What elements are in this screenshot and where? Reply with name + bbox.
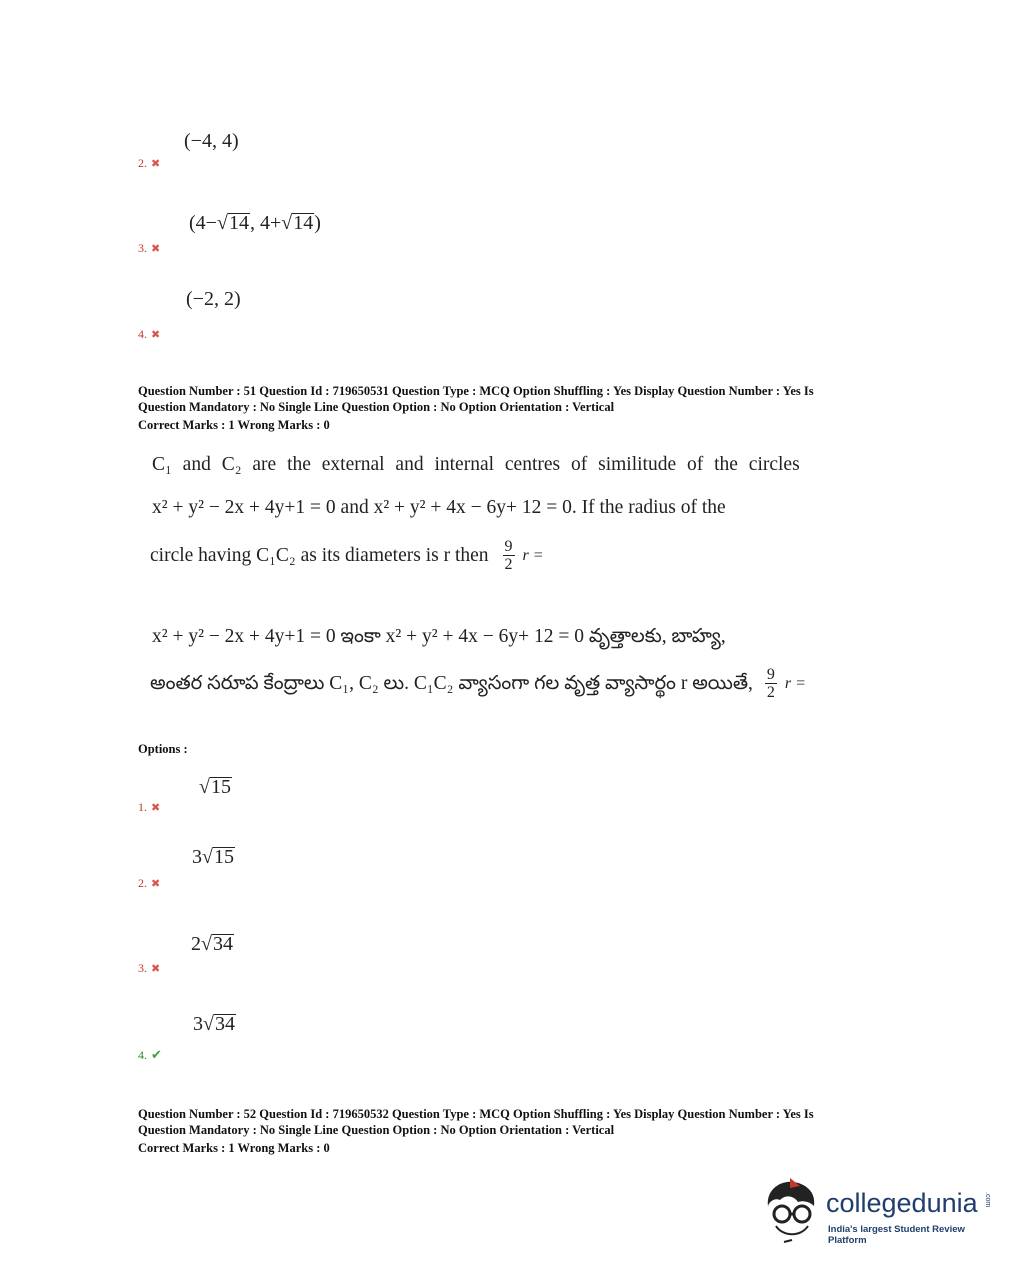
fraction: $\frac{9}{2}$ <box>504 538 513 573</box>
option-number: 1. <box>138 800 147 814</box>
cross-icon: ✖ <box>151 329 161 341</box>
q51-te-line2 <box>150 666 806 701</box>
q51-te-line1: x² + y² − 2x + 4y+1 = 0 ఇంకా x² + y² + 4x − 6y+ 12 = 0 వృత్తాలకు, బాహ్య, <box>152 626 726 647</box>
q52-meta-line2: Question Mandatory : No Single Line Question Option : No Option Orientation : Vertical <box>138 1123 615 1137</box>
q51-option-1 <box>138 798 160 816</box>
q52-meta <box>138 1106 918 1156</box>
option-number: 2. <box>138 876 147 890</box>
q51-te-line2-end: r = <box>784 674 806 692</box>
q51-option-4 <box>138 1046 162 1064</box>
option-number: 3. <box>138 961 147 975</box>
option-number: 4. <box>138 1048 147 1062</box>
q51-marks: Correct Marks : 1 Wrong Marks : 0 <box>138 418 330 432</box>
check-icon: ✔ <box>151 1047 162 1062</box>
collegedunia-logo <box>760 1176 1000 1256</box>
prev-option-4 <box>138 325 160 343</box>
q51-en-line3-end: r = <box>522 546 544 564</box>
q51-option-4-value: 3√34 <box>193 1013 235 1035</box>
cross-icon: ✖ <box>151 158 161 170</box>
prev-option-2-value: (−4, 4) <box>184 130 239 152</box>
fraction: $\frac{9}{2}$ <box>766 666 775 701</box>
q51-meta <box>138 383 918 433</box>
logo-name: collegedunia <box>826 1188 978 1218</box>
options-label: Options : <box>138 742 188 756</box>
q51-en-line1: C₁ and C₂ are the external and internal centres of similitude of the circles <box>152 454 800 475</box>
q51-option-1-value: √15 <box>199 776 231 798</box>
prev-option-2 <box>138 154 160 172</box>
q51-meta-line2: Question Mandatory : No Single Line Question Option : No Option Orientation : Vertical <box>138 400 615 414</box>
q51-en-line3 <box>150 538 544 573</box>
q51-en-line2: x² + y² − 2x + 4y+1 = 0 and x² + y² + 4x − 6y+ 12 = 0. If the radius of the <box>152 497 726 518</box>
q52-marks: Correct Marks : 1 Wrong Marks : 0 <box>138 1141 330 1155</box>
option-number: 2. <box>138 156 147 170</box>
cross-icon: ✖ <box>151 243 161 255</box>
q52-meta-line1: Question Number : 52 Question Id : 719650532 Question Type : MCQ Option Shuffling : Yes Display Question Number : Yes Is <box>138 1107 814 1121</box>
cross-icon: ✖ <box>151 878 161 890</box>
mascot-icon <box>760 1176 824 1248</box>
q51-en-line3-text: circle having C₁C₂ as its diameters is r then <box>150 544 489 566</box>
prev-option-3-value: (4−√14, 4+√14) <box>189 212 321 234</box>
q51-option-3-value: 2√34 <box>191 933 233 955</box>
option-number: 4. <box>138 327 147 341</box>
prev-option-4-value: (−2, 2) <box>186 288 241 310</box>
logo-tagline: India's largest Student Review Platform <box>828 1224 965 1246</box>
q51-option-2-value: 3√15 <box>192 846 234 868</box>
q51-option-3 <box>138 959 160 977</box>
cross-icon: ✖ <box>151 963 161 975</box>
q51-option-2 <box>138 874 160 892</box>
logo-suffix: .com <box>984 1192 991 1208</box>
option-number: 3. <box>138 241 147 255</box>
q51-te-line2-text: అంతర సరూప కేంద్రాలు C₁, C₂ లు. C₁C₂ వ్యాసంగా గల వృత్త వ్యాసార్థం r అయితే, <box>150 672 753 694</box>
cross-icon: ✖ <box>151 802 161 814</box>
prev-option-3 <box>138 239 160 257</box>
q51-meta-line1: Question Number : 51 Question Id : 719650531 Question Type : MCQ Option Shuffling : Yes Display Question Number : Yes Is <box>138 384 814 398</box>
